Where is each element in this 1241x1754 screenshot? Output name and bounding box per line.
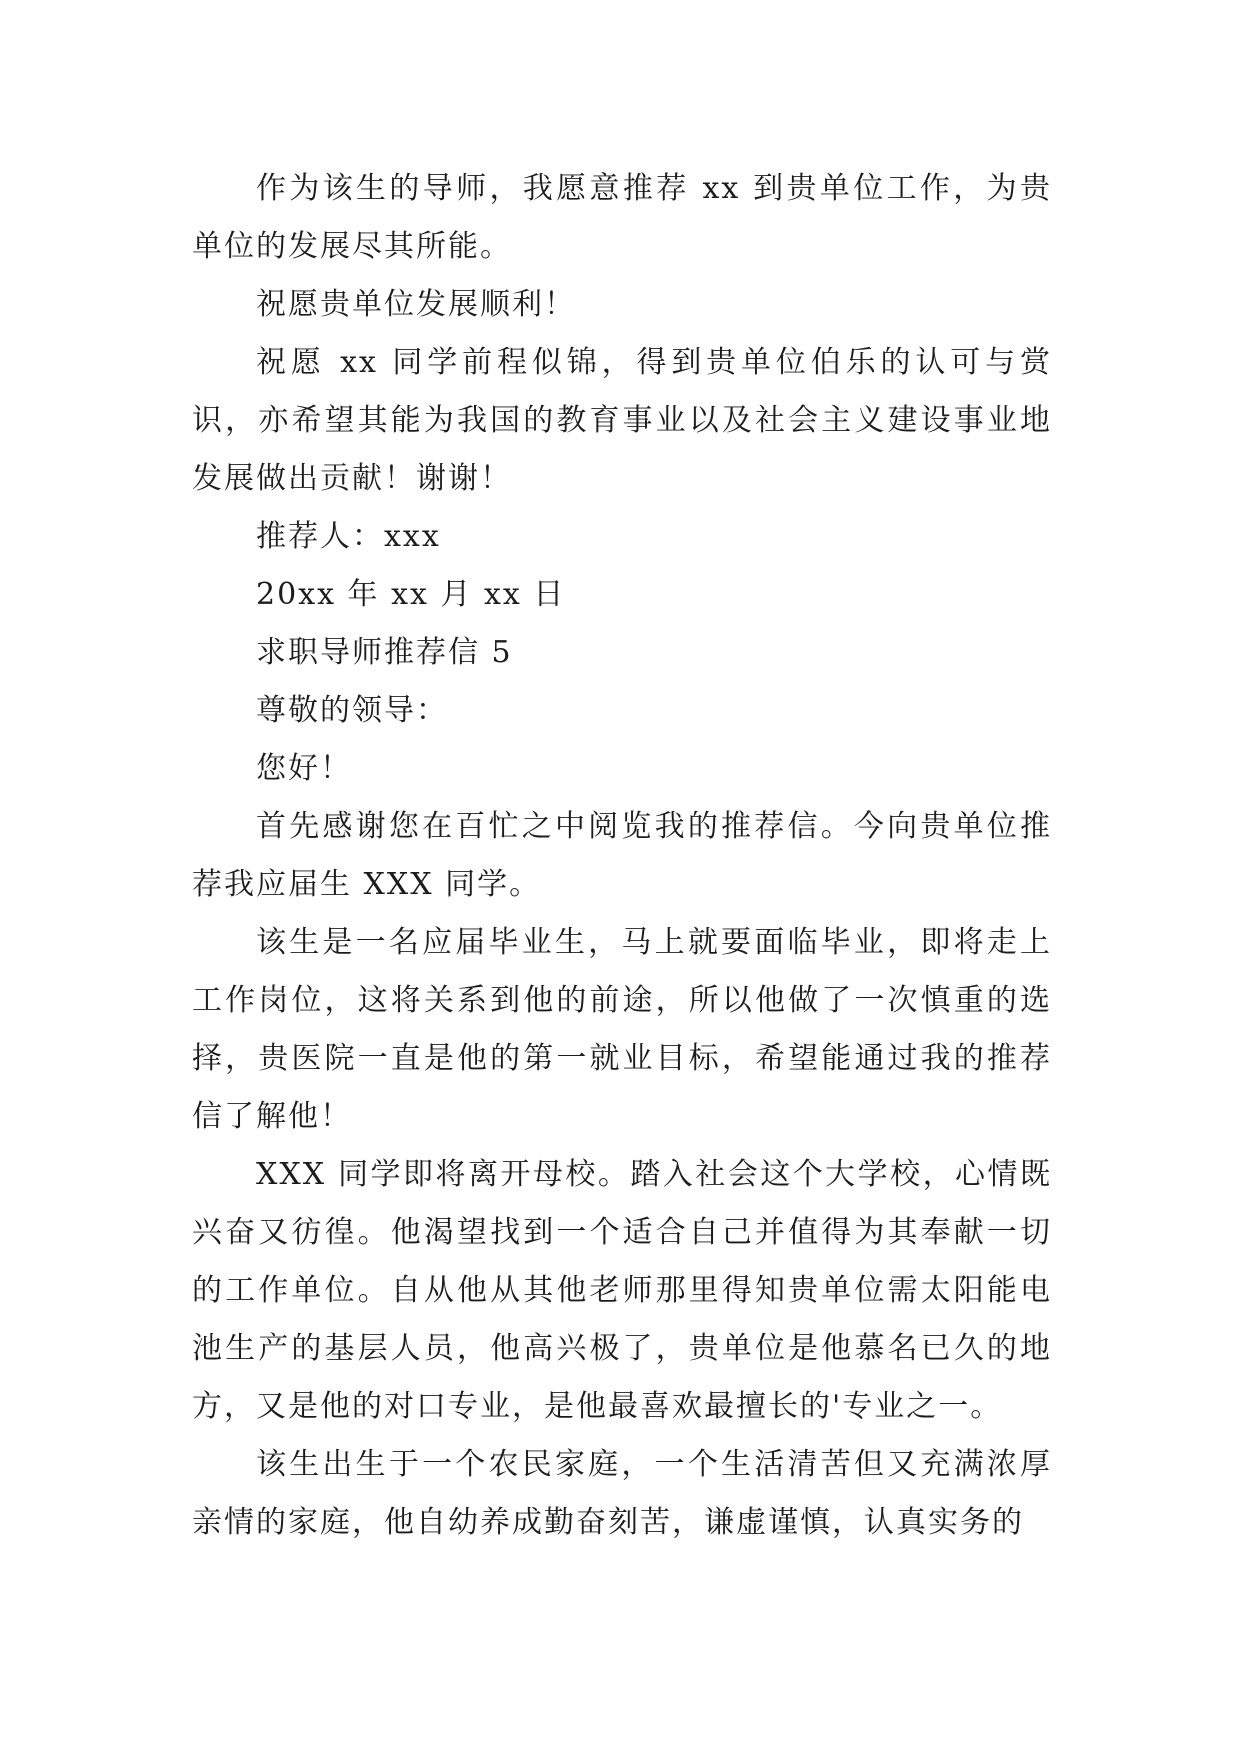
greeting: 您好！ [256,751,352,786]
recommender-signature: 推荐人：xxx [256,519,441,554]
paragraph-introduction: 首先感谢您在百忙之中阅览我的推荐信。今向贵单位推荐我应届生 XXX 同学。 [192,809,1052,902]
salutation: 尊敬的领导： [256,693,448,728]
document-body [192,160,1052,1552]
paragraph-wish-unit: 祝愿贵单位发展顺利！ [256,287,576,322]
letter-date: 20xx 年 xx 月 xx 日 [256,577,566,612]
paragraph-recommend-statement: 作为该生的导师，我愿意推荐 xx 到贵单位工作，为贵单位的发展尽其所能。 [192,171,1052,264]
letter-heading: 求职导师推荐信 5 [256,635,513,670]
paragraph-graduate-choice: 该生是一名应届毕业生，马上就要面临毕业，即将走上工作岗位，这将关系到他的前途，所以他做了一次慎重的选择，贵医院一直是他的第一就业目标，希望能通过我的推荐信了解他！ [192,925,1052,1134]
paragraph-family-background: 该生出生于一个农民家庭，一个生活清苦但又充满浓厚亲情的家庭，他自幼养成勤奋刻苦，谦虚谨慎，认真实务的 [192,1447,1052,1540]
paragraph-wish-student: 祝愿 xx 同学前程似锦，得到贵单位伯乐的认可与赏识，亦希望其能为我国的教育事业以及社会主义建设事业地发展做出贡献！谢谢！ [192,345,1052,496]
paragraph-leaving-school: XXX 同学即将离开母校。踏入社会这个大学校，心情既兴奋又彷徨。他渴望找到一个适合自己并值得为其奉献一切的工作单位。自从他从其他老师那里得知贵单位需太阳能电池生产的基层人员，他高兴极了，贵单位是他慕名已久的地方，又是他的对口专业，是他最喜欢最擅长的'专业之一。 [192,1157,1052,1424]
